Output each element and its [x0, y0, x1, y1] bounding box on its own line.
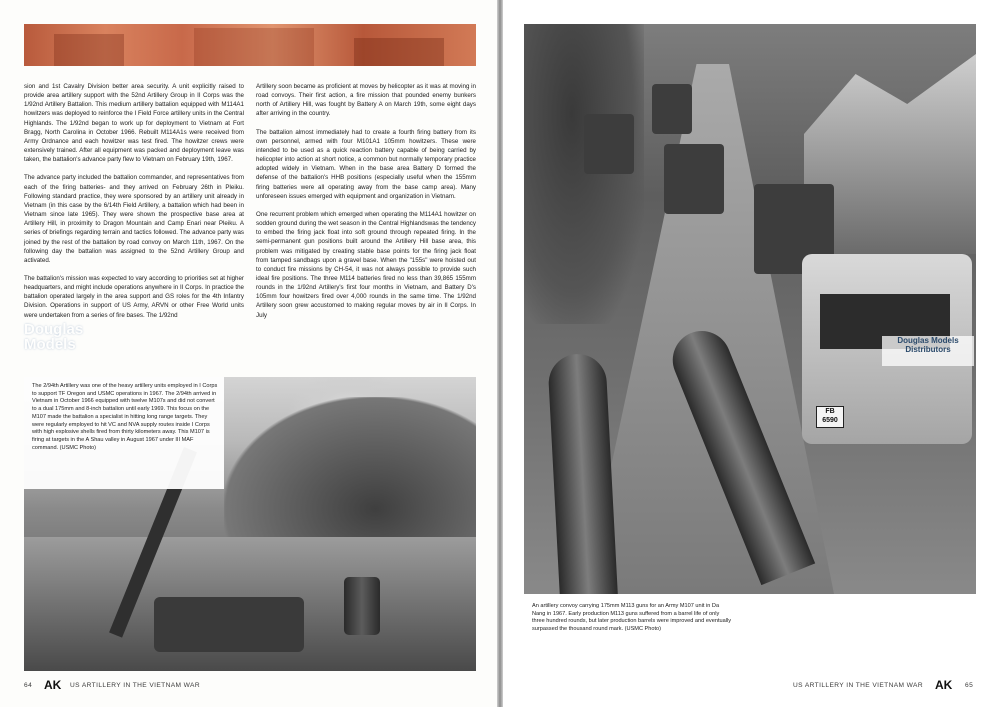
- photo-caption: An artillery convoy carrying 175mm M113 guns for an Army M107 unit in Da Nang in 1967. Early production M113 guns suffered from a barrel life of only three hundred rounds, but later production barrels were improved and eventually surpassed the thousand round mark. (USMC Photo): [532, 603, 732, 633]
- photo-caption-box: [24, 377, 224, 489]
- running-footer: US ARTILLERY IN THE VIETNAM WAR: [793, 682, 924, 689]
- paragraph: The advance party included the battalion commander, and representatives from each of the firing batteries- and they arrived on February 26th in Pleiku. Following standard practice, they were sponsored by an artillery unit already in Vietnam (in this case by the 6/14th Field Artillery, a battalion which had been in Vietnam since late 1965). They were shown the prospective base area at Artillery Hill, in proximity to Dragon Mountain and Camp Enari near Pleiku. A series of briefings regarding terrain and tactics followed. The advance party was joined by the rest of the battalion by road convoy on March 11th, 1967. On the following day the battalion was assigned to the 52nd Artillery Group and activated.: [24, 174, 244, 264]
- running-footer: US ARTILLERY IN THE VIETNAM WAR: [70, 682, 201, 689]
- ak-logo: AK: [44, 678, 62, 692]
- paragraph: One recurrent problem which emerged when operating the M114A1 howitzer on sodden ground during the wet season in the Central Highlandswas the tendency to embed the firing jack float into soft ground through repeated firing. In the semi-permanent gun positions built around the Artillery Hill base area, this problem was mitigated by creating stable base points for the firing jack float from tamped sandbags upon a gravel base. When the "155s" were hoisted out to conduct fire missions by CH-54, it was not always possible to provide such ideal fire positions. The three M114 batteries fired no less than 39,865 155mm rounds in the 1/92nd Artillery's first four months in Vietnam, and Battery D's 105mm four howitzers fired over 4,000 rounds in the same time. The 1/92nd Artillery soon grew accustomed to making regular moves by air in II Corps. In July: [256, 210, 476, 319]
- artillery-photo: [24, 377, 476, 671]
- text-column-2: [256, 82, 476, 329]
- dealer-watermark: Douglas Models Distributors: [882, 336, 974, 366]
- text-column-1: [24, 82, 244, 329]
- vehicle-plate: FB 6590: [816, 406, 844, 428]
- page-number: 64: [24, 682, 33, 689]
- paragraph: The battalion's mission was expected to vary according to priorities set at higher headquarters, and might include operations anywhere in II Corps. In practice the battalion operated largely in the area support and GS roles for the 4th Infantry Division. Operations in support of US Army, ARVN or other Free World units were undertaken from a series of fire bases. The 1/92nd: [24, 274, 244, 319]
- photo-caption: The 2/94th Artillery was one of the heavy artillery units employed in I Corps to support TF Oregon and USMC operations in 1967. The 2/94th arrived in Vietnam in October 1966 equipped with twelve M107s and did not convert to a dual 175mm and 8-inch battalion until early 1969. This focus on the M107 made the battalion a specialist in hitting long range targets. They were regularly employed to hit VC and NVA supply routes inside I Corps with high explosive shells fired from thirty kilometers away. This M107 is firing at targets in the A Shau valley in August 1967 under III MAF command. (USMC Photo): [32, 383, 218, 451]
- paragraph: Artillery soon became as proficient at moves by helicopter as it was at moving in road convoys. Their first action, a fire mission that pounded enemy bunkers north of Artillery Hill, was fought by Battery A on March 19th, some eight days after arriving in the country.: [256, 83, 476, 118]
- paragraph: sion and 1st Cavalry Division better area security. A unit explicitly raised to provide area artillery support with the 52nd Artillery Group in II Corps was the 1/92nd Artillery Battalion. This medium artillery battalion equipped with M114A1 howitzers was deployed to reinforce the I Field Force artillery units in the Central Highlands. The 1/92nd began to work up for deployment to Vietnam at Fort Bragg, North Carolina in October 1966. Rebuilt M114A1s were received from Army Ordnance and each howitzer was test fired. The howitzer crews were extensively trained. After all equipment was packed and deployment leave was taken, the battalion's advance party flew to Vietnam on February 19th, 1967.: [24, 83, 244, 164]
- ak-logo: AK: [935, 678, 953, 692]
- header-banner-image: [24, 24, 476, 66]
- page-number: 65: [965, 682, 974, 689]
- paragraph: The battalion almost immediately had to create a fourth firing battery from its own personnel, armed with four M101A1 105mm howitzers. These were intended to be used as a quick reaction battery capable of being carried by helicopter into action at short notice, a common but normally temporary practice adopted widely in Vietnam. When in the base area Battery D formed the defense of the battalion's HHB positions (especially useful when the 155mm firing batteries were all operating away from the base camp area). Many unforeseen issues emerged with equipment and organization in Vietnam.: [256, 128, 476, 200]
- right-page: [503, 0, 1000, 707]
- left-page: [0, 0, 497, 707]
- convoy-photo: [524, 24, 976, 594]
- watermark-logo: Douglas Models: [24, 321, 84, 353]
